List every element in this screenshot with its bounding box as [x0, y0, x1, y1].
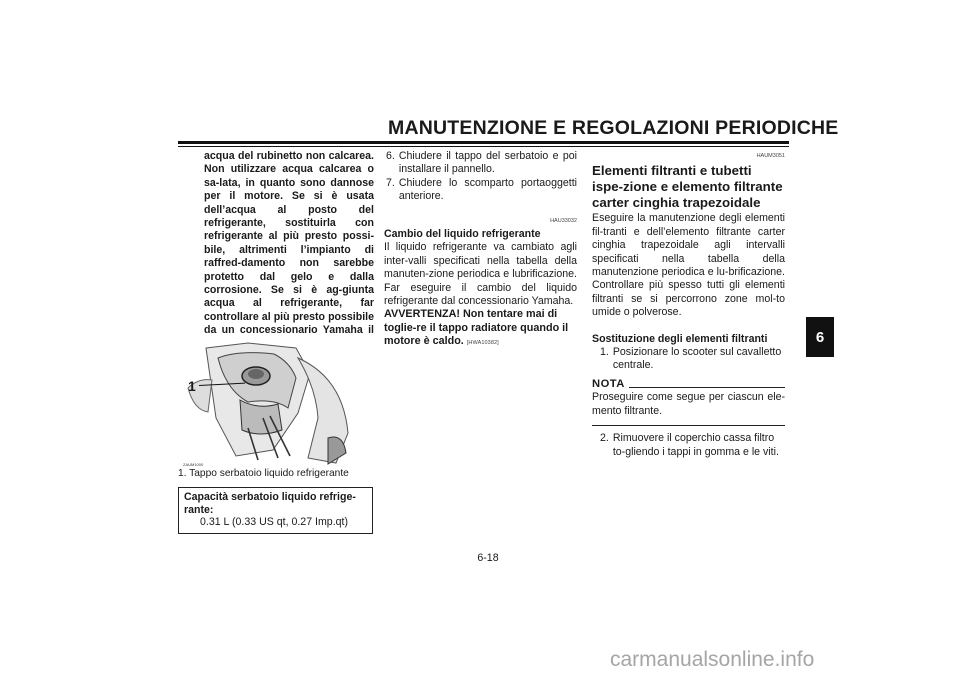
- coolant-reservoir-photo: [178, 338, 374, 468]
- section-body: Eseguire la manutenzione degli elementi fil-tranti e dell’elemento filtrante carter cinghia trapezoidale agli intervalli specificati nella tabella della manutenzione periodica e lu-brificazione. Controllare più spesso tutti gli elementi filtranti se si percorrono zone mol-to umide o polverose.: [592, 212, 785, 319]
- warning-code: [HWA10382]: [466, 340, 499, 347]
- nota-text: Proseguire come segue per ciascun ele-mento filtrante.: [592, 391, 785, 417]
- nota-end-rule: [592, 425, 785, 426]
- step-text: Chiudere il tappo del serbatoio e poi installare il pannello.: [398, 150, 577, 176]
- reservoir-illustration: [178, 338, 374, 468]
- spec-box: [178, 487, 373, 534]
- list-item: [384, 177, 577, 204]
- nota-rule: [629, 387, 785, 388]
- section-code: HAU33032: [550, 217, 577, 224]
- section-title: Elementi filtranti e tubetti ispe-zione e elemento filtrante carter cinghia trapezoidale: [592, 163, 783, 211]
- step-number: 2.: [600, 432, 609, 445]
- warning-text: acqua del rubinetto non calcarea. Non utilizzare acqua calcarea o sa-lata, in quanto sono dannose per il motore. Se si è usata dell’acqua al posto del refrigerante, sostituirla con refrigerante al più presto possi-bile, altrimenti l’impianto di raffred-damento non sarebbe protetto dal gelo e dalla corrosione. Se si è ag-giunta acqua al refrigerante, far controllare al più presto possibile da un concessionario Yamaha il: [204, 150, 374, 337]
- list-item: [592, 432, 785, 459]
- figure-code: ZAUM1000: [183, 462, 204, 467]
- column-3: [592, 150, 785, 459]
- section-code: HAUM3051: [756, 153, 785, 159]
- step-number: 6.: [386, 150, 395, 162]
- step-number: 1.: [600, 346, 609, 359]
- chapter-tab: 6: [806, 317, 834, 357]
- step-text: Posizionare lo scooter sul cavalletto centrale.: [612, 346, 782, 372]
- header-rule-thin: [178, 146, 789, 147]
- spec-title: Capacità serbatoio liquido refrige-rante:: [184, 491, 356, 516]
- warning-text: Non tentare mai di toglie-re il tappo radiatore quando il motore è caldo.: [384, 308, 569, 348]
- warning-lead: AVVERTENZA!: [384, 308, 460, 321]
- nota-label: NOTA: [592, 377, 625, 390]
- section-title: Cambio del liquido refrigerante: [384, 228, 541, 241]
- figure-callout-1: 1: [188, 378, 196, 394]
- column-2: [384, 150, 577, 351]
- watermark: carmanualsonline.info: [610, 648, 815, 671]
- page-header-title: MANUTENZIONE E REGOLAZIONI PERIODICHE: [388, 117, 839, 139]
- nota-heading: [592, 378, 785, 391]
- step-text: Rimuovere il coperchio cassa filtro to-gliendo i tappi in gomma e le viti.: [612, 432, 779, 458]
- step-text: Chiudere lo scomparto portaoggetti anteriore.: [398, 176, 577, 203]
- header-rule: [178, 141, 789, 144]
- section-body: Il liquido refrigerante va cambiato agli inter-valli specificati nella tabella della manuten-zione periodica e lubrificazione. Far eseguire il cambio del liquido refrigerante dal concessionario Yamaha.: [384, 241, 577, 308]
- list-item: [592, 346, 785, 373]
- warning-paragraph: [384, 308, 577, 350]
- figure-caption: 1. Tappo serbatoio liquido refrigerante: [178, 468, 349, 479]
- spec-value: 0.31 L (0.33 US qt, 0.27 Imp.qt): [200, 516, 349, 529]
- subsection-title: Sostituzione degli elementi filtranti: [592, 332, 768, 345]
- list-item: [384, 150, 577, 177]
- page-number: 6-18: [477, 552, 499, 564]
- step-number: 7.: [386, 176, 395, 189]
